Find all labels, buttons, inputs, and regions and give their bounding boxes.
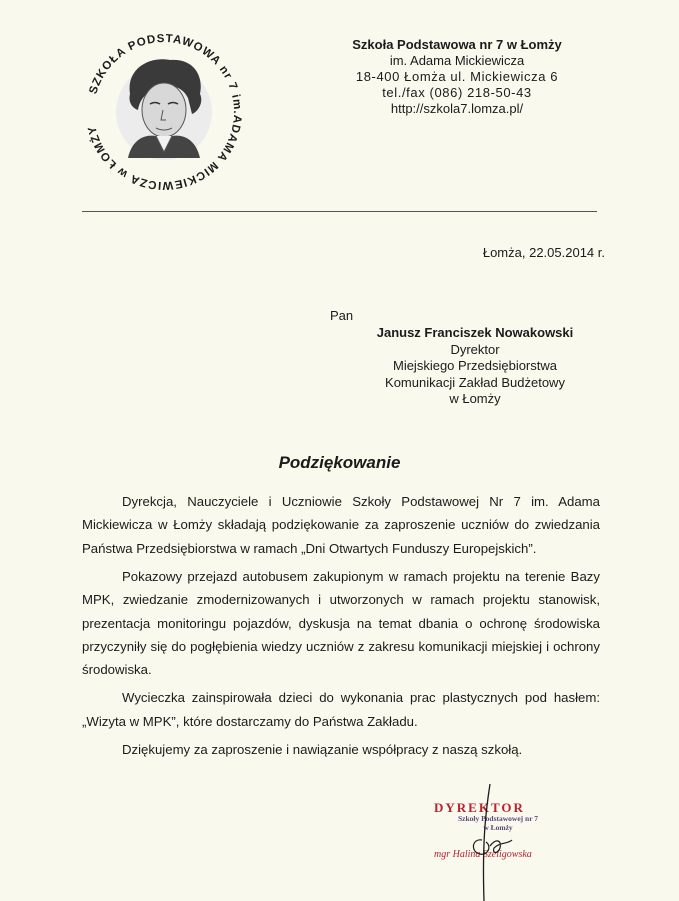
body-paragraph-4: Dziękujemy za zaproszenie i nawiązanie współpracy z naszą szkołą. — [122, 741, 523, 757]
letter-date: Łomża, 22.05.2014 r. — [482, 245, 605, 260]
header-divider — [82, 211, 597, 212]
recipient-org-line3: w Łomży — [449, 391, 501, 406]
stamp-title: DYREKTOR — [434, 800, 525, 815]
director-stamp — [412, 780, 572, 901]
letter-title: Podziękowanie — [278, 453, 401, 472]
letterhead — [292, 37, 622, 117]
body-paragraph-2: Pokazowy przejazd autobusem zakupionym w ramach projektu na terenie Bazy MPK, zwiedzanie zmodernizowanych i utworzonych w ramach projektu stanowisk, prezentacja monitoringu pojazdów, dyskusja na temat dbania o ochronę środowiska przyczyniły się do pogłębienia wiedzy uczniów z zakresu komunikacji miejskiej i ochrony środowiska. — [82, 568, 600, 678]
school-logo-seal — [80, 28, 248, 196]
letter-body — [82, 490, 600, 765]
logo-ring-text: SZKOŁA PODSTAWOWA nr 7 im.ADAMA MICKIEWICZA w ŁOMŻY — [86, 32, 244, 192]
stamp-school-line2: w Łomży — [483, 823, 513, 832]
school-patron: im. Adama Mickiewicza — [389, 53, 525, 68]
recipient-org-line2: Komunikacji Zakład Budżetowy — [385, 374, 565, 390]
school-address: 18-400 Łomża ul. Mickiewicza 6 — [355, 69, 559, 84]
recipient-position: Dyrektor — [450, 341, 500, 357]
school-website[interactable]: http://szkola7.lomza.pl/ — [390, 101, 524, 116]
stamp-signatory: mgr Halina Szeligowska — [434, 849, 532, 860]
school-phone: tel./fax (086) 218-50-43 — [382, 85, 532, 100]
body-paragraph-1: Dyrekcja, Nauczyciele i Uczniowie Szkoły Podstawowej Nr 7 im. Adama Mickiewicza w Łomży składają podziękowanie za zaproszenie uczniów do zwiedzania Państwa Przedsiębiorstwa w ramach „Dni Otwartych Funduszy Europejskich”. — [82, 494, 600, 556]
recipient-block — [370, 325, 580, 408]
handwritten-signature — [412, 780, 572, 901]
school-name: Szkoła Podstawowa nr 7 w Łomży — [352, 37, 562, 52]
recipient-name: Janusz Franciszek Nowakowski — [376, 325, 574, 340]
recipient-salutation: Pan — [330, 308, 354, 323]
stamp-school-line1: Szkoły Podstawowej nr 7 — [457, 814, 539, 823]
school-logo — [80, 28, 248, 196]
body-paragraph-3: Wycieczka zainspirowała dzieci do wykonania prac plastycznych pod hasłem: „Wizyta w MPK”, które dostarczamy do Państwa Zakładu. — [82, 690, 600, 729]
recipient-org-line1: Miejskiego Przedsiębiorstwa — [392, 358, 557, 373]
